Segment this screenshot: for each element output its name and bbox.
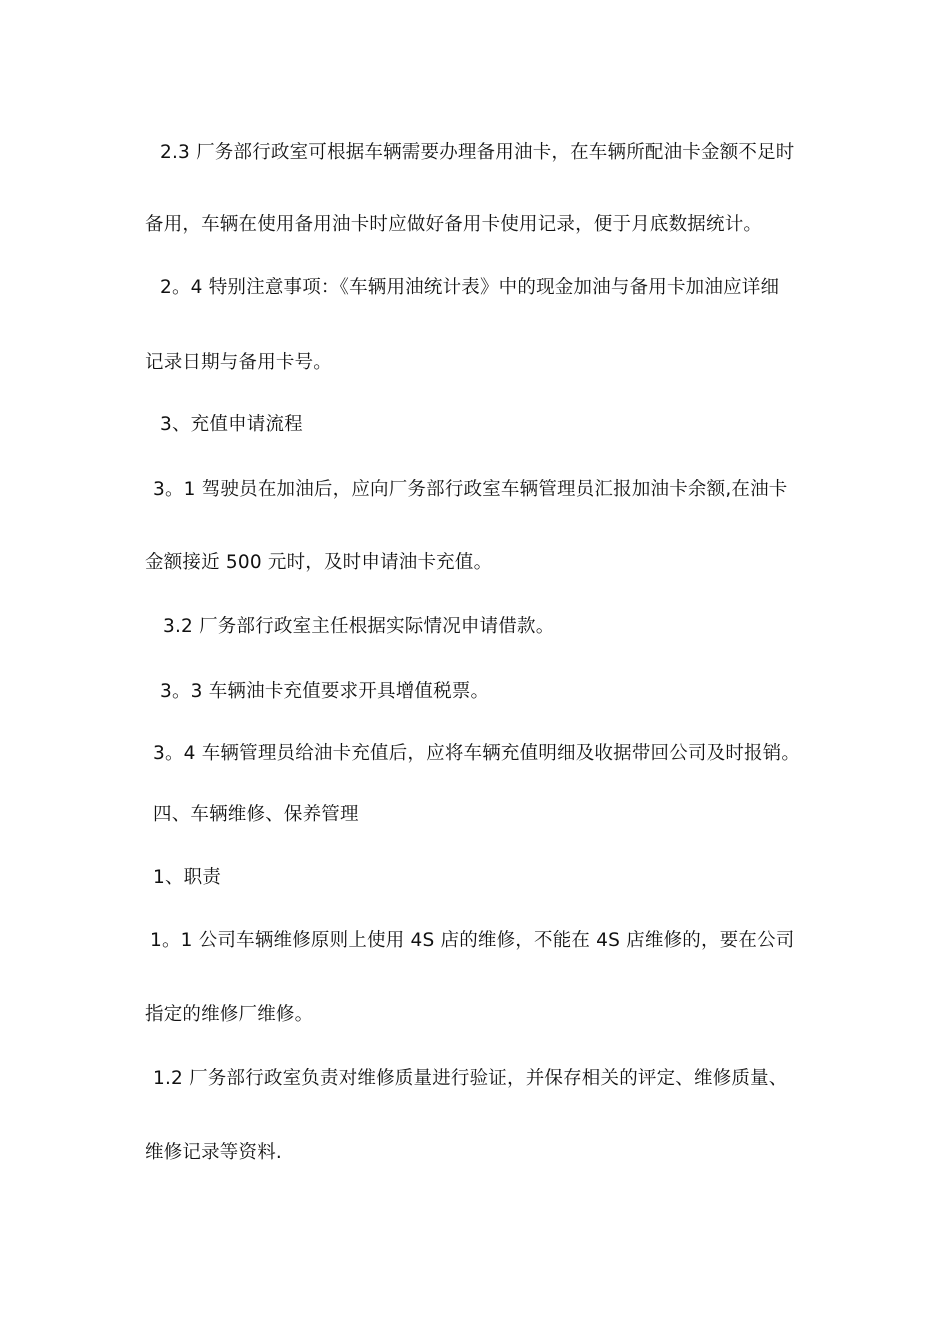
paragraph-2-3-line-2: 备用，车辆在使用备用油卡时应做好备用卡使用记录，便于月底数据统计。	[145, 214, 763, 235]
paragraph-3-1-line-2: 金额接近 500 元时，及时申请油卡充值。	[145, 552, 493, 573]
paragraph-3-3: 3。3 车辆油卡充值要求开具增值税票。	[160, 681, 490, 702]
paragraph-2-4-line-2: 记录日期与备用卡号。	[145, 352, 333, 373]
paragraph-2-3-line-1: 2.3 厂务部行政室可根据车辆需要办理备用油卡，在车辆所配油卡金额不足时	[160, 142, 795, 163]
paragraph-1-2-line-1: 1.2 厂务部行政室负责对维修质量进行验证，并保存相关的评定、维修质量、	[153, 1068, 788, 1089]
paragraph-1-1-line-1: 1。1 公司车辆维修原则上使用 4S 店的维修，不能在 4S 店维修的，要在公司	[150, 930, 795, 951]
section-heading-recharge: 3、充值申请流程	[160, 414, 303, 435]
paragraph-2-4-line-1: 2。4 特别注意事项：《车辆用油统计表》中的现金加油与备用卡加油应详细	[160, 277, 780, 298]
paragraph-3-4: 3。4 车辆管理员给油卡充值后，应将车辆充值明细及收据带回公司及时报销。	[153, 743, 801, 764]
paragraph-3-1-line-1: 3。1 驾驶员在加油后，应向厂务部行政室车辆管理员汇报加油卡余额,在油卡	[153, 479, 788, 500]
section-heading-duties: 1、职责	[153, 867, 222, 888]
paragraph-3-2: 3.2 厂务部行政室主任根据实际情况申请借款。	[163, 616, 555, 637]
chapter-heading-maintenance: 四、车辆维修、保养管理	[153, 804, 359, 825]
paragraph-1-2-line-2: 维修记录等资料.	[145, 1142, 282, 1163]
paragraph-1-1-line-2: 指定的维修厂维修。	[145, 1004, 314, 1025]
